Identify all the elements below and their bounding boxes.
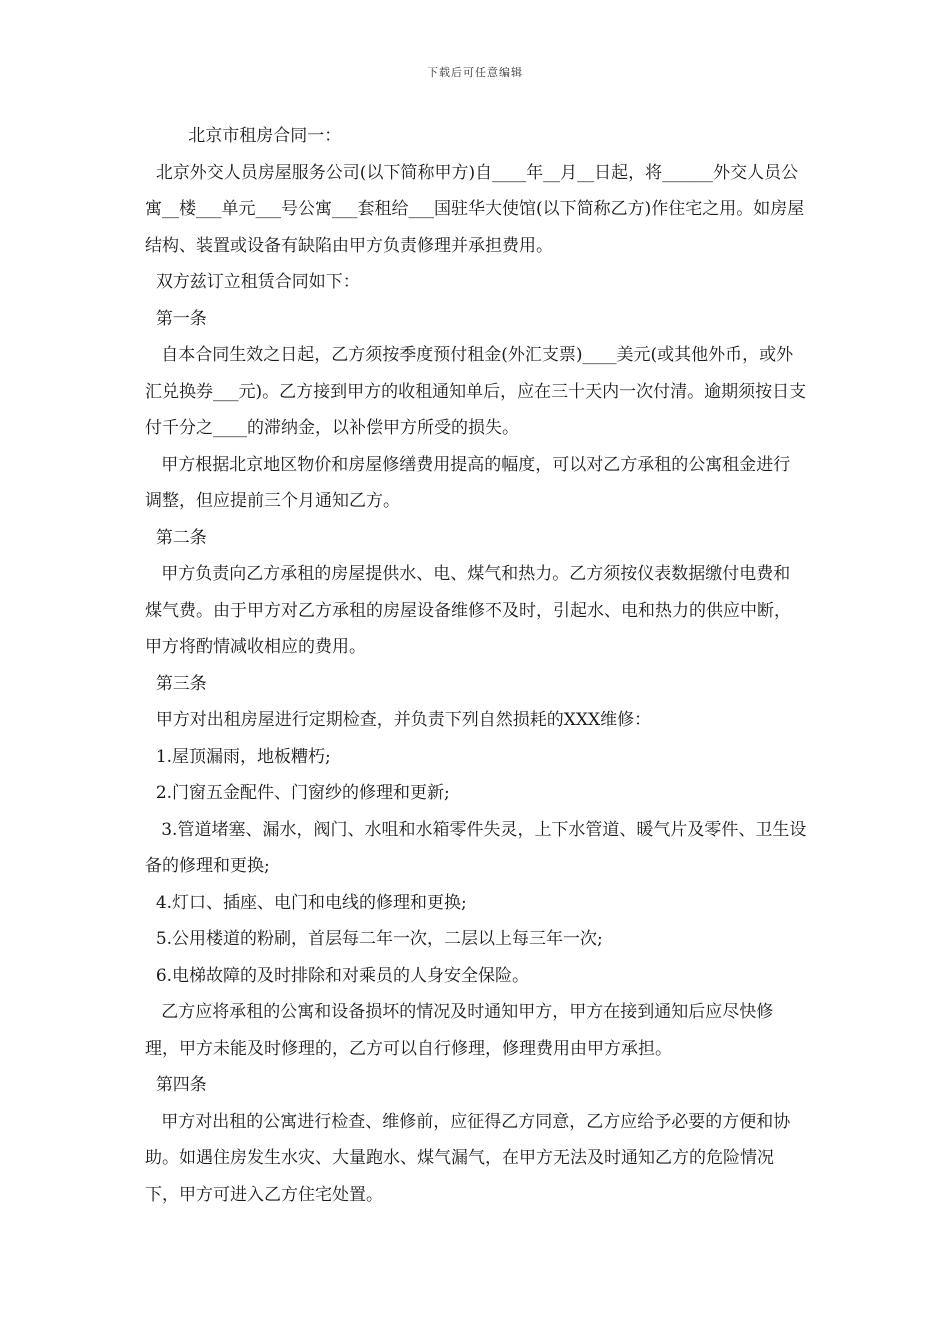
article-1-heading: 第一条	[145, 308, 207, 329]
article-3-heading: 第三条	[145, 673, 207, 694]
agreement-statement: 双方兹订立租赁合同如下：	[145, 272, 360, 292]
article-1-paragraph-2: 甲方根据北京地区物价和房屋修缮费用提高的幅度，可以对乙方承租的公寓租金进行调整，但应提前三个月通知乙方。	[145, 454, 791, 511]
document-body	[145, 118, 807, 1213]
article-3-item-3: 3.管道堵塞、漏水，阀门、水咀和水箱零件失灵，上下水管道、暖气片及零件、卫生设备的修理和更换;	[145, 819, 807, 876]
article-1-paragraph-1: 自本合同生效之日起，乙方须按季度预付租金(外汇支票)____美元(或其他外币，或外汇兑换券___元)。乙方接到甲方的收租通知单后，应在三十天内一次付清。逾期须按日支付千分之____的滞纳金，以补偿甲方所受的损失。	[145, 345, 807, 438]
article-3-item-6: 6.电梯故障的及时排除和对乘员的人身安全保险。	[145, 965, 530, 986]
article-2-heading: 第二条	[145, 527, 207, 548]
article-3-intro: 甲方对出租房屋进行定期检查，并负责下列自然损耗的XXX维修：	[145, 710, 652, 730]
article-4-heading: 第四条	[145, 1075, 207, 1095]
article-3-item-2: 2.门窗五金配件、门窗纱的修理和更新;	[145, 783, 450, 803]
article-3-item-5: 5.公用楼道的粉刷，首层每二年一次，二层以上每三年一次;	[145, 929, 603, 949]
article-3-closing: 乙方应将承租的公寓和设备损坏的情况及时通知甲方，甲方在接到通知后应尽快修理，甲方未能及时修理的，乙方可以自行修理，修理费用由甲方承担。	[145, 1002, 774, 1059]
article-3-item-1: 1.屋顶漏雨，地板糟朽;	[145, 746, 331, 767]
page-header-note: 下载后可任意编辑	[427, 66, 523, 79]
article-3-item-4: 4.灯口、插座、电门和电线的修理和更换;	[145, 892, 467, 913]
document-title: 北京市租房合同一：	[145, 126, 342, 146]
article-4-paragraph: 甲方对出租的公寓进行检查、维修前，应征得乙方同意，乙方应给予必要的方便和协助。如遇住房发生水灾、大量跑水、煤气漏气，在甲方无法及时通知乙方的危险情况下，甲方可进入乙方住宅处置。	[145, 1111, 791, 1205]
intro-paragraph: 北京外交人员房屋服务公司(以下简称甲方)自____年__月__日起，将______外交人员公寓__楼___单元___号公寓___套租给___国驻华大使馆(以下简称乙方)作住宅之用。如房屋结构、装置或设备有缺陷由甲方负责修理并承担费用。	[145, 162, 805, 256]
article-2-paragraph: 甲方负责向乙方承租的房屋提供水、电、煤气和热力。乙方须按仪表数据缴付电费和煤气费。由于甲方对乙方承租的房屋设备维修不及时，引起水、电和热力的供应中断，甲方将酌情减收相应的费用。	[145, 564, 791, 657]
